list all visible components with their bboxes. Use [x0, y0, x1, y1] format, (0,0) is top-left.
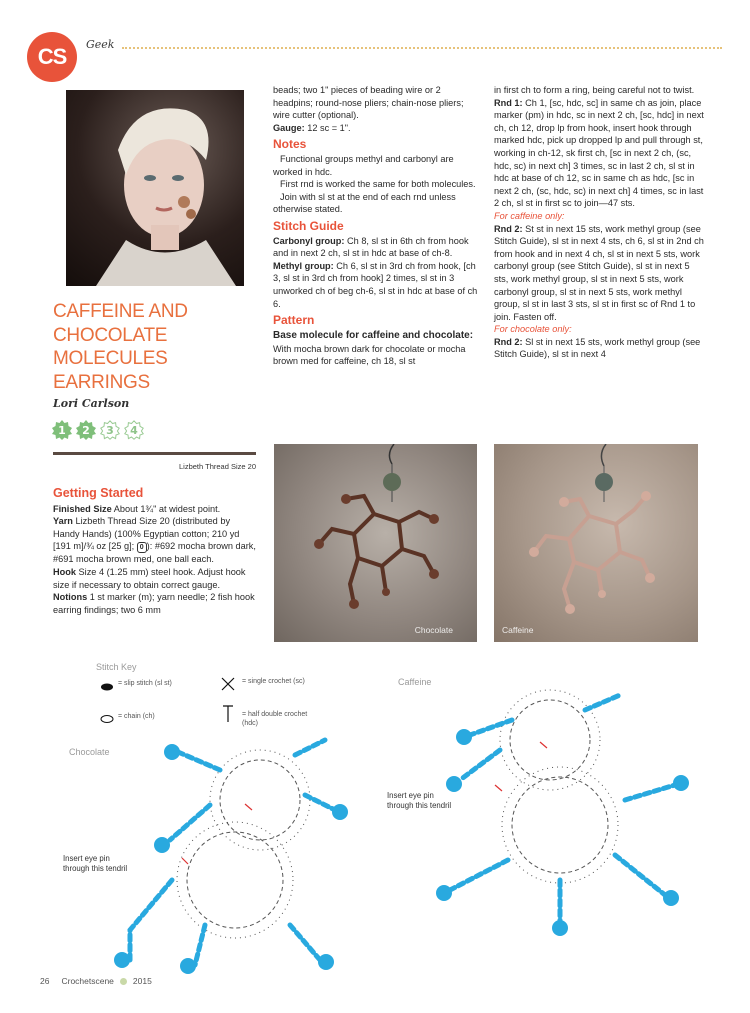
notes-column [273, 84, 478, 368]
note-item: Functional groups methyl and carbonyl are worked in hdc. [273, 153, 454, 177]
issue-year: 2015 [132, 976, 152, 986]
caffeine-chart [390, 690, 720, 935]
note-item: Join with sl st at the end of each rnd unless otherwise stated. [273, 191, 456, 215]
chain-symbol [100, 711, 114, 729]
skill-levels [52, 420, 144, 440]
rnd-1: Rnd 1: Ch 1, [sc, hdc, sc] in same ch as join, place marker (pm) in hdc, sc in next 2 ch, [sc, hdc] in next ch, ch 12, drop lp from hook, insert hook through marked hdc, pick up dropped lp and pull through st, working in ch-12, sk first ch, [sc in next 2 ch, (sc, hdc, sc) in next ch] 3 times, sc in last 2 ch, sl st in hdc at base of ch 12, sc in same ch as hdc, [sc in next 2 ch, (sc, hdc, sc) in next ch] 4 times, sc in last 2 ch, sl st in first sc to join—47 sts. [494, 97, 704, 209]
chain-legend: = chain (ch) [118, 713, 155, 720]
divider [53, 452, 256, 455]
chocolate-annotation: Insert eye pin through this tendril [63, 854, 128, 873]
header-rule [122, 47, 722, 49]
base-molecule-text: With mocha brown dark for chocolate or mocha brown med for caffeine, ch 18, sl st [273, 343, 466, 367]
chocolate-chart [60, 730, 350, 970]
hook-spec: Hook Size 4 (1.25 mm) steel hook. Adjust hook size if necessary to obtain correct gauge. [53, 566, 246, 590]
chocolate-chart-label: Chocolate [69, 747, 110, 757]
single-crochet-symbol [220, 676, 236, 697]
author-name: Lori Carlson [53, 397, 130, 410]
chain-icon [100, 714, 114, 724]
slip-stitch-legend: = slip stitch (sl st) [118, 680, 172, 687]
getting-started-heading: Getting Started [53, 486, 144, 500]
skill-level-3: 3 [100, 420, 120, 440]
page-footer [40, 976, 152, 986]
pattern-column [494, 84, 704, 361]
yarn-caption: Lizbeth Thread Size 20 [179, 462, 256, 471]
slip-stitch-icon [100, 682, 114, 692]
yarn-spec: Yarn Lizbeth Thread Size 20 (distributed by Handy Hands) (100% Egyptian cotton; 210 yd [191 m]/¾ oz [25 g]; 0 ): #692 mocha brown dark, #691 mocha brown med, one ball each. [53, 516, 256, 565]
footer-dot-icon [120, 978, 127, 985]
slip-stitch-symbol [100, 679, 114, 697]
magazine-name: Crochetscene [61, 976, 114, 986]
hdc-symbol [221, 705, 235, 728]
stitch-guide-heading: Stitch Guide [273, 218, 344, 233]
single-crochet-legend: = single crochet (sc) [242, 678, 305, 685]
chocolate-earring-photo [274, 444, 477, 642]
skill-level-2: 2 [76, 420, 96, 440]
model-photo [66, 90, 244, 286]
carbonyl-group: Carbonyl group: Ch 8, sl st in 6th ch from hook and in next 2 ch, sl st in hdc at base of ch-8. [273, 235, 469, 259]
rnd-2-caffeine: Rnd 2: St st in next 15 sts, work methyl group (see Stitch Guide), sl st in next 4 sts, ch 6, sl st in 2nd ch from hook and in next 4 ch, sl st in next 5 sts, work carbonyl group (see Stitch Guide), sl st in next 5 sts, work methyl group, sl st in next 5 sts, work carbonyl group, sl st in next 5 sts, work methyl group, sl st in last 3 sts, sl st in first sc of Rnd 1 to join. Fasten off. [494, 223, 704, 322]
skill-level-1: 1 [52, 420, 72, 440]
base-continued: in first ch to form a ring, being careful not to twist. [494, 85, 695, 95]
rnd-2-chocolate: Rnd 2: Sl st in next 15 sts, work methyl group (see Stitch Guide), sl st in next 4 [494, 336, 701, 360]
caffeine-earring-photo [494, 444, 698, 642]
caffeine-only-label: For caffeine only: [494, 210, 565, 221]
pattern-heading: Pattern [273, 313, 315, 328]
cs-logo: CS [27, 32, 77, 82]
getting-started-column [53, 487, 258, 616]
skill-level-4: 4 [124, 420, 144, 440]
photo-caption: Caffeine [502, 625, 534, 635]
half-double-crochet-icon [221, 705, 235, 723]
notions-continued: beads; two 1" pieces of beading wire or 2 headpins; round-nose pliers; chain-nose pliers; wire cutter (optional). [273, 85, 464, 121]
hdc-legend: = half double crochet (hdc) [242, 711, 308, 727]
yarn-weight-icon: 0 [137, 542, 147, 553]
article-title: CAFFEINE AND CHOCOLATE MOLECULES EARRINGS [53, 301, 188, 393]
photo-caption: Chocolate [414, 625, 453, 635]
section-label: Geek [86, 38, 115, 51]
gauge: Gauge: 12 sc = 1". [273, 122, 351, 133]
caffeine-annotation: Insert eye pin through this tendril [387, 791, 452, 810]
caffeine-chart-label: Caffeine [398, 677, 432, 687]
chocolate-only-label: For chocolate only: [494, 324, 572, 335]
notions-spec: Notions 1 st marker (m); yarn needle; 2 fish hook earring findings; two 6 mm [53, 592, 255, 615]
single-crochet-icon [220, 676, 236, 692]
notes-heading: Notes [273, 137, 307, 152]
stitch-key-title: Stitch Key [96, 662, 137, 672]
finished-size: Finished Size About 1¾" at widest point. [53, 503, 221, 514]
base-molecule-heading: Base molecule for caffeine and chocolate: [273, 329, 474, 341]
note-item: First rnd is worked the same for both molecules. [280, 179, 476, 190]
page-number: 26 [40, 976, 50, 986]
methyl-group: Methyl group: Ch 6, sl st in 3rd ch from hook, [ch 3, sl st in 3rd ch from hook] 2 times, sl st in 3 unworked ch of beg ch-6, sl st in hdc at base of ch 6. [273, 260, 478, 309]
